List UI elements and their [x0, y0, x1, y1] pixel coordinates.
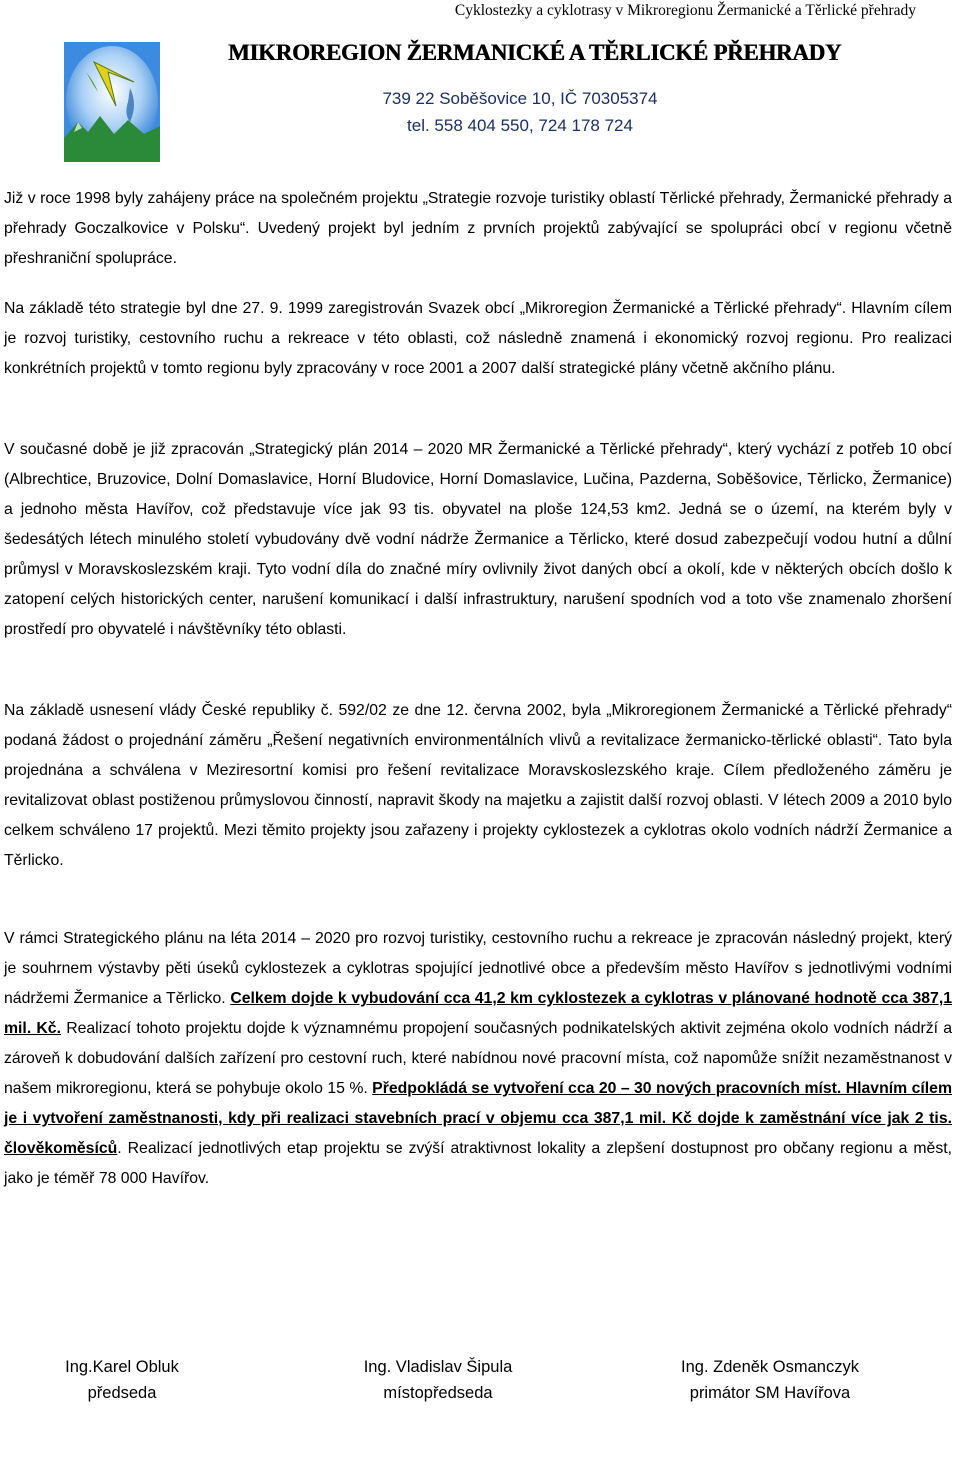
paragraph-government-resolution: Na základě usnesení vlády České republiky č. 592/02 ze dne 12. června 2002, byla „Mikroregionem Žermanické a Těrlické přehrady“ podaná žádost o projednání záměru „Řešení negativních environmentálních vlivů a revitalizace žermanicko-těrlické oblasti“. Tato byla projednána a schválena v Meziresortní komisi pro řešení revitalizace Moravskoslezského kraje. Cílem předloženého záměru je revitalizovat oblast postiženou průmyslovou činností, napravit škody na majetku a zajistit další rozvoj oblasti. V létech 2009 a 2010 bylo celkem schváleno 17 projektů. Mezi těmito projekty jsou zařazeny i projekty cyklostezek a cyklotras okolo vodních nádrží Žermanice a Těrlicko. [4, 702, 952, 869]
signature-chairman [0, 1354, 252, 1406]
paragraph-cycling-project [4, 924, 952, 1194]
signature-vice-chairman [308, 1354, 568, 1406]
p5-jobs-highlight: Předpokládá se vytvoření cca 20 – 30 nových pracovních míst. Hlavním cílem je i vytvoření zaměstnanosti, kdy při realizaci stavebních prací v objemu cca 387,1 mil. Kč dojde k zaměstnání více jak 2 tis. člověkoměsíců [4, 1080, 952, 1157]
p5-impact: Realizací tohoto projektu dojde k významnému propojení současných podnikatelských aktivit zejména okolo vodních nádrží a zároveň k dobudování dalších zařízení pro cestovní ruch, které nabídnou nové pracovní místa, což napomůže snížit nezaměstnanost v našem mikroregionu, která se pohybuje okolo 15 %. [4, 1020, 953, 1097]
signature-name: Ing.Karel Obluk [65, 1358, 179, 1376]
signature-role: místopředseda [383, 1384, 493, 1402]
p5-closing: . Realizací jednotlivých etap projektu se zvýší atraktivnost lokality a zlepšení dostupnost pro občany regionu a měst, jako je téměř 78 000 Havířov. [4, 1140, 952, 1187]
org-title: MIKROREGION ŽERMANICKÉ A TĚRLICKÉ PŘEHRADY [228, 40, 842, 65]
phone: tel. 558 404 550, 724 178 724 [407, 116, 633, 135]
running-head: Cyklostezky a cyklotrasy v Mikroregionu Žermanické a Těrlické přehrady [454, 2, 916, 19]
paragraph-history: Již v roce 1998 byly zahájeny práce na společném projektu „Strategie rozvoje turistiky oblastí Těrlické přehrady, Žermanické přehrady a přehrady Goczalkovice v Polsku“. Uvedený projekt byl jedním z prvních projektů zabývající se spolupráci obcí v regionu včetně přeshraniční spolupráce. [4, 190, 952, 267]
signature-mayor [640, 1354, 900, 1406]
signature-role: předseda [87, 1384, 157, 1402]
signature-role: primátor SM Havířova [689, 1384, 851, 1402]
signature-name: Ing. Zdeněk Osmanczyk [681, 1358, 859, 1376]
p5-total-highlight: Celkem dojde k vybudování cca 41,2 km cyklostezek a cyklotras v plánované hodnotě cca 387,1 mil. Kč. [4, 990, 952, 1037]
signature-name: Ing. Vladislav Šipula [363, 1358, 513, 1376]
p5-intro: V rámci Strategického plánu na léta 2014 – 2020 pro rozvoj turistiky, cestovního ruchu a rekreace je zpracován následný projekt, který je souhrnem výstavby pěti úseků cyklostezek a cyklotras spojující jednotlivé obce a především město Havířov s jednotlivými vodními nádržemi Žermanice a Těrlicko. [4, 930, 952, 1007]
paragraph-strategic-plan: V současné době je již zpracován „Strategický plán 2014 – 2020 MR Žermanické a Těrlické přehrady“, který vychází z potřeb 10 obcí (Albrechtice, Bruzovice, Dolní Domaslavice, Horní Bludovice, Horní Domaslavice, Lučina, Pazderna, Soběšovice, Těrlicko, Žermanice) a jednoho města Havířov, což představuje více jak 93 tis. obyvatel na ploše 124,53 km2. Jedná se o území, na kterém byly v šedesátých létech minulého století vybudovány dvě vodní nádrže Žermanice a Těrlicko, které dosud zabezpečují vodou hutní a důlní průmysl v Moravskoslezském kraji. Tyto vodní díla do značné míry ovlivnily život daných obcí a okolí, kde v některých obcích došlo k zatopení celých historických center, narušení komunikací i další infrastruktury, narušení spodních vod a toto vše znamenalo zhoršení prostředí pro obyvatelé i návštěvníky této oblasti. [4, 441, 952, 638]
address: 739 22 Soběšovice 10, IČ 70305374 [382, 89, 658, 108]
paragraph-registration: Na základě této strategie byl dne 27. 9. 1999 zaregistrován Svazek obcí „Mikroregion Žermanické a Těrlické přehrady“. Hlavním cílem je rozvoj turistiky, cestovního ruchu a rekreace v této oblasti, což následně znamená i ekonomický rozvoj regionu. Pro realizaci konkrétních projektů v tomto regionu byly zpracovány v roce 2001 a 2007 další strategické plány včetně akčního plánu. [4, 300, 952, 377]
mikroregion-logo-icon [64, 42, 160, 162]
